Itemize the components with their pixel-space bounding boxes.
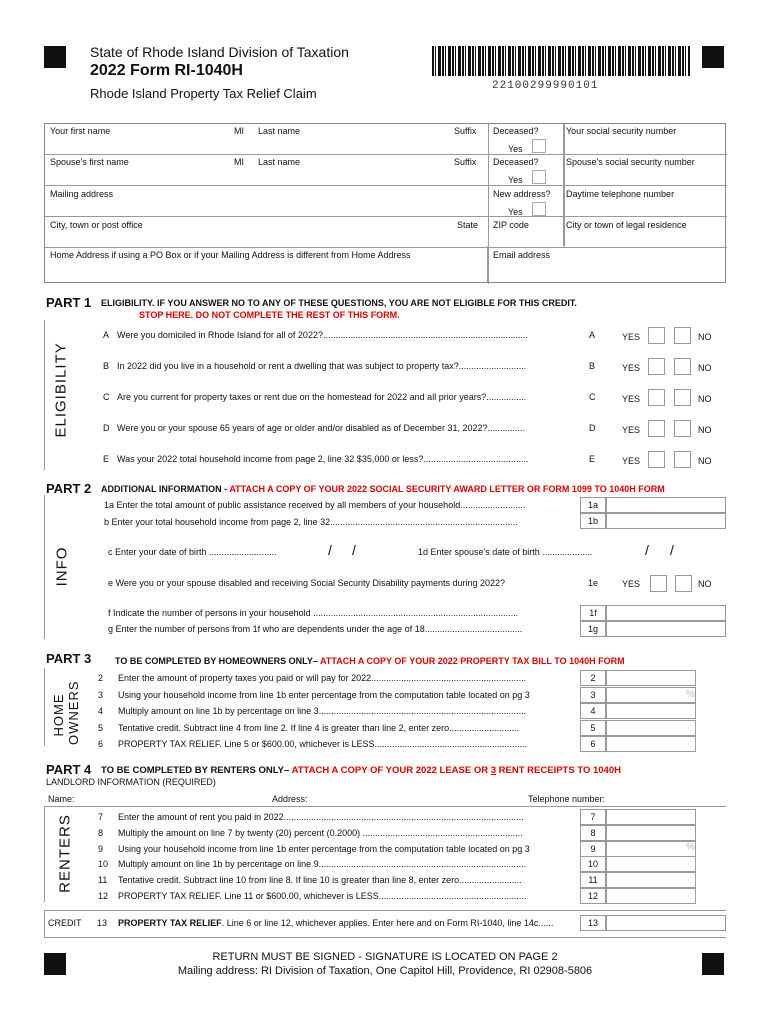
question-letter: B	[103, 361, 110, 371]
line-box-number: 2	[580, 670, 606, 686]
form-subtitle: Rhode Island Property Tax Relief Claim	[90, 86, 317, 101]
part4-label: PART 4	[46, 762, 92, 777]
line-1f-input[interactable]	[606, 605, 726, 621]
line-text: Multiply amount on line 1b by percentage on line 3...................................................................................	[118, 706, 527, 716]
barcode-number: 22100299990101	[492, 80, 599, 92]
question-letter: C	[103, 392, 110, 402]
new-address-label: New address?	[493, 189, 551, 199]
question-text: Were you domiciled in Rhode Island for all of 2022?..................................................................................	[117, 330, 528, 340]
yes-checkbox[interactable]	[648, 389, 665, 406]
question-text: Were you or your spouse 65 years of age or older and/or disabled as of December 31, 2022?...............	[117, 423, 526, 433]
form-title: 2022 Form RI-1040H	[90, 62, 243, 79]
no-checkbox[interactable]	[674, 327, 691, 344]
line-box-number: 10	[580, 856, 606, 872]
deceased-label: Deceased?	[493, 126, 539, 136]
line-3-percent-sign: %	[686, 689, 695, 700]
agency-name: State of Rhode Island Division of Taxation	[90, 44, 349, 60]
legal-residence-label: City or town of legal residence	[566, 220, 687, 230]
spouse-suffix-label: Suffix	[454, 157, 477, 167]
line-13-box-num: 13	[580, 915, 606, 931]
question-text: Are you current for property taxes or rent due on the homestead for 2022 and all prior years?................	[117, 392, 527, 402]
question-text: In 2022 did you live in a household or rent a dwelling that was subject to property tax?...........................	[117, 361, 527, 371]
line-box-number: 11	[580, 872, 606, 888]
dob-slash: /	[328, 542, 332, 558]
no-checkbox[interactable]	[674, 451, 691, 468]
part2-title: ADDITIONAL INFORMATION - ATTACH A COPY OF YOUR 2022 SOCIAL SECURITY AWARD LETTER OR FORM 1099 TO 1040H FORM	[101, 484, 665, 494]
new-address-checkbox[interactable]	[532, 202, 546, 216]
line-text: Multiply the amount on line 7 by twenty (20) percent (0.2000) ................................................................	[118, 827, 523, 838]
line-amount-input[interactable]	[606, 841, 696, 857]
email-label: Email address	[493, 250, 551, 260]
spouse-last-name-label: Last name	[258, 157, 301, 167]
line-text: Enter the amount of property taxes you paid or will pay for 2022..............................................................	[118, 673, 527, 683]
mailing-address-footer: Mailing address: RI Division of Taxation, One Capitol Hill, Providence, RI 02908-5806	[177, 965, 593, 977]
line-number: 4	[98, 706, 104, 716]
line-1e-text: e Were you or your spouse disabled and receiving Social Security Disability payments during 2022?	[108, 578, 506, 588]
registration-mark	[702, 46, 724, 68]
line-amount-input[interactable]	[606, 809, 696, 825]
no-checkbox[interactable]	[674, 358, 691, 375]
credit-label: CREDIT	[48, 918, 82, 928]
line-1g-text: g Enter the number of persons from 1f who are dependents under the age of 18.......................................	[108, 624, 523, 634]
spouse-deceased-label: Deceased?	[493, 157, 539, 167]
no-label: NO	[698, 456, 712, 466]
line-1b-text: b Enter your total household income from page 2, line 32...........................................................................	[104, 517, 518, 527]
line-number: 7	[98, 812, 104, 822]
part1-title: ELIGIBILITY. IF YOU ANSWER NO TO ANY OF THESE QUESTIONS, YOU ARE NOT ELIGIBLE FOR THIS CREDIT.	[101, 298, 577, 308]
question-letter-right: B	[589, 361, 596, 371]
part4-title: TO BE COMPLETED BY RENTERS ONLY– ATTACH A COPY OF YOUR 2022 LEASE OR 3 RENT RECEIPTS TO 1040H	[101, 765, 621, 776]
info-side-label: INFO	[53, 546, 71, 587]
zip-label: ZIP code	[493, 220, 529, 230]
spouse-deceased-checkbox[interactable]	[532, 170, 546, 184]
ssn-label: Your social security number	[566, 126, 677, 136]
part3-label: PART 3	[46, 651, 92, 666]
yes-label: YES	[622, 332, 641, 342]
line-1b-num: 1b	[580, 513, 606, 529]
line-text: Multiply amount on line 1b by percentage on line 9...................................................................................	[118, 859, 527, 870]
line-number: 12	[98, 891, 109, 901]
home-address-label: Home Address if using a PO Box or if your Mailing Address is different from Home Address	[50, 250, 411, 260]
question-letter: A	[103, 330, 110, 340]
question-letter: E	[103, 454, 110, 464]
spouse-ssn-label: Spouse's social security number	[566, 157, 695, 167]
part1-label: PART 1	[46, 295, 92, 310]
line-number: 5	[98, 722, 104, 733]
line-text: Tentative credit. Subtract line 10 from line 8. If line 10 is greater than line 8, enter zero.........................	[118, 875, 522, 886]
line-1e-yes-checkbox[interactable]	[650, 575, 667, 592]
yes-checkbox[interactable]	[648, 327, 665, 344]
line-amount-input[interactable]	[606, 703, 696, 719]
line-box-number: 12	[580, 888, 606, 904]
line-1d-text: 1d Enter spouse's date of birth ....................	[418, 547, 593, 557]
line-text: Enter the amount of rent you paid in 2022................................................................................................	[118, 812, 524, 822]
yes-label: YES	[622, 425, 641, 435]
yes-label: YES	[622, 394, 641, 404]
yes-label: YES	[622, 363, 641, 373]
line-box-number: 9	[580, 841, 606, 857]
spouse-dob-slash: /	[670, 542, 674, 558]
part2-label: PART 2	[46, 481, 92, 496]
yes-checkbox[interactable]	[648, 420, 665, 437]
line-13-text: PROPERTY TAX RELIEF. Line 6 or line 12, whichever applies. Enter here and on Form RI-1040, line 14c......	[118, 918, 554, 928]
last-name-label: Last name	[258, 126, 301, 136]
landlord-address-label: Address:	[272, 794, 308, 804]
line-number: 10	[98, 859, 109, 870]
barcode	[432, 46, 690, 76]
line-text: Using your household income from line 1b enter percentage from the computation table located on pg 3	[118, 843, 530, 854]
line-box-number: 7	[580, 809, 606, 825]
line-amount-input[interactable]	[606, 687, 696, 703]
question-letter-right: D	[589, 423, 596, 433]
date-of-birth-input[interactable]	[300, 543, 400, 559]
line-text: Using your household income from line 1b enter percentage from the computation table located on pg 3	[118, 689, 530, 700]
registration-mark	[44, 46, 66, 68]
phone-label: Daytime telephone number	[566, 189, 675, 199]
mi-label: MI	[234, 126, 244, 136]
line-box-number: 3	[580, 687, 606, 703]
line-9-percent-sign: %	[686, 842, 695, 853]
spouse-dob-slash: /	[645, 542, 649, 558]
eligibility-side-label: ELIGIBILITY	[52, 342, 70, 438]
city-label: City, town or post office	[50, 220, 143, 230]
part3-title: TO BE COMPLETED BY HOMEOWNERS ONLY– ATTACH A COPY OF YOUR 2022 PROPERTY TAX BILL TO 1040H FORM	[115, 656, 625, 666]
question-letter-right: A	[589, 330, 596, 340]
line-1b-input[interactable]	[606, 513, 726, 529]
state-label: State	[457, 220, 479, 230]
line-1f-text: f Indicate the number of persons in your household ..................................................................................	[108, 608, 519, 618]
line-amount-input[interactable]	[606, 888, 696, 904]
first-name-label: Your first name	[50, 126, 111, 136]
mailing-address-label: Mailing address	[50, 189, 114, 199]
line-box-number: 5	[580, 720, 606, 736]
line-amount-input[interactable]	[606, 825, 696, 841]
yes-checkbox[interactable]	[648, 358, 665, 375]
line-number: 2	[98, 673, 104, 683]
signature-notice: RETURN MUST BE SIGNED - SIGNATURE IS LOCATED ON PAGE 2	[212, 951, 558, 963]
line-number: 6	[98, 739, 104, 749]
no-checkbox[interactable]	[674, 420, 691, 437]
line-1g-num: 1g	[580, 621, 606, 637]
line-amount-input[interactable]	[606, 872, 696, 888]
line-1e-num: 1e	[588, 578, 599, 588]
question-letter-right: C	[589, 392, 596, 402]
no-label: NO	[698, 363, 712, 373]
suffix-label: Suffix	[454, 126, 477, 136]
line-box-number: 4	[580, 703, 606, 719]
spouse-mi-label: MI	[234, 157, 244, 167]
no-label: NO	[698, 332, 712, 342]
line-number: 11	[98, 875, 108, 886]
line-number: 9	[98, 843, 104, 854]
part1-stop: STOP HERE. DO NOT COMPLETE THE REST OF THIS FORM.	[139, 310, 400, 320]
renters-side-label: RENTERS	[56, 814, 74, 893]
line-1a-text: 1a Enter the total amount of public assistance received by all members of your household..........................	[104, 500, 526, 510]
first-name-input[interactable]	[45, 136, 443, 153]
question-text: Was your 2022 total household income from page 2, line 32 $35,000 or less?..........................................	[117, 454, 529, 464]
deceased-yes-label: Yes	[508, 144, 523, 154]
line-1c-text: c Enter your date of birth ...........................	[108, 547, 277, 557]
no-label: NO	[698, 394, 712, 404]
line-1a-num: 1a	[580, 497, 606, 513]
line-1f-num: 1f	[580, 605, 606, 621]
yes-checkbox[interactable]	[648, 451, 665, 468]
line-1e-no-checkbox[interactable]	[675, 575, 692, 592]
dob-slash: /	[352, 542, 356, 558]
line-amount-input[interactable]	[606, 720, 696, 736]
line-amount-input[interactable]	[606, 856, 696, 872]
deceased-checkbox[interactable]	[532, 139, 546, 153]
new-address-yes-label: Yes	[508, 207, 523, 217]
yes-label: YES	[622, 456, 641, 466]
line-box-number: 6	[580, 736, 606, 752]
spouse-deceased-yes-label: Yes	[508, 175, 523, 185]
line-1a-input[interactable]	[606, 497, 726, 513]
line-text: PROPERTY TAX RELIEF. Line 11 or $600.00, whichever is LESS...........................................................	[118, 891, 527, 901]
no-checkbox[interactable]	[674, 389, 691, 406]
line-text: Tentative credit. Subtract line 4 from line 2. If line 4 is greater than line 2, enter zero............................	[118, 722, 520, 733]
line-1g-input[interactable]	[606, 621, 726, 637]
homeowners-side-label: HOME OWNERS	[51, 680, 81, 745]
landlord-name-label: Name:	[48, 794, 75, 804]
landlord-phone-label: Telephone number:	[528, 794, 606, 804]
line-13-num: 13	[97, 918, 108, 928]
question-letter-right: E	[589, 454, 596, 464]
line-number: 8	[98, 827, 104, 838]
question-letter: D	[103, 423, 110, 433]
line-1e-yes-label: YES	[622, 579, 641, 589]
landlord-info-label: LANDLORD INFORMATION (REQUIRED)	[46, 777, 216, 787]
spouse-date-of-birth-input[interactable]	[620, 543, 720, 559]
line-number: 3	[98, 689, 104, 700]
line-13-input[interactable]	[606, 915, 726, 931]
spouse-first-name-label: Spouse's first name	[50, 157, 129, 167]
line-box-number: 8	[580, 825, 606, 841]
no-label: NO	[698, 425, 712, 435]
line-amount-input[interactable]	[606, 736, 696, 752]
line-1e-no-label: NO	[698, 579, 712, 589]
line-text: PROPERTY TAX RELIEF. Line 5 or $600.00, whichever is LESS.............................................................	[118, 739, 527, 749]
line-amount-input[interactable]	[606, 670, 696, 686]
